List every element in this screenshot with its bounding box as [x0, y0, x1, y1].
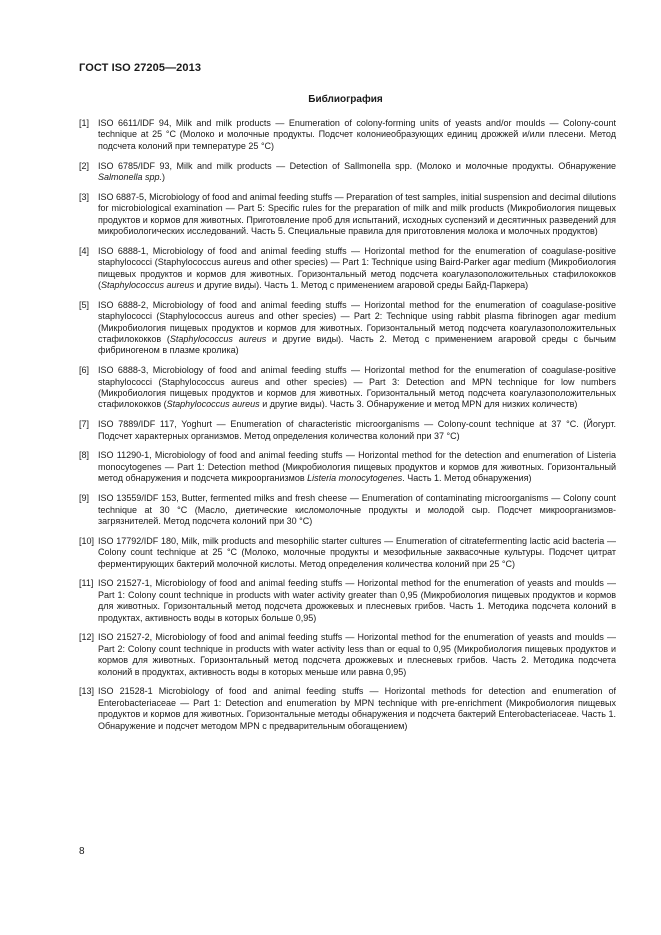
reference-number: [3] [79, 191, 90, 202]
reference-text [98, 300, 616, 357]
page-number: 8 [79, 846, 85, 857]
reference-item [79, 419, 616, 442]
reference-text [98, 419, 616, 442]
heading-text: Библиография [308, 94, 383, 105]
reference-text [98, 536, 616, 570]
reference-number: [7] [79, 419, 90, 430]
reference-text-segment: ISO 6888-3, Microbiology of food and animal feeding stuffs — Horizontal method for the enumeration of coagulase-positive staphylococci (Staphylococcus aureus and other species) — Part 3: Detection and MPN technique for low numbers (Микробиология пищевых продуктов и кормов для животных. Горизонтальный метод подсчета коагулазоположительных стафилококков ( [98, 365, 616, 410]
reference-number: [6] [79, 365, 90, 376]
reference-text-segment: и другие виды). Часть 2. Метод с применением агаровой среды с бычьим фибриногеном в плазме кролика) [98, 334, 616, 356]
reference-number: [12] [79, 632, 95, 643]
reference-number: [2] [79, 160, 90, 171]
reference-text-italic: Staphylococcus aureus [101, 280, 195, 291]
reference-item [79, 246, 616, 292]
reference-text-segment: ISO 21527-2, Microbiology of food and animal feeding stuffs — Horizontal method for the enumeration of yeasts and moulds — Part 2: Colony count technique in products with water activity less than or equal to 0,95 (Микробиология пищевых продуктов и кормов для животных. Горизонтальный метод подсчета дрожжевых и плесневых грибов. Часть 2. Методика подсчета колоний в продуктах, активность воды в которых меньше или равна 0,95) [98, 632, 616, 677]
reference-text [98, 493, 616, 527]
reference-text-segment: ISO 21528-1 Microbiology of food and animal feeding stuffs — Horizontal methods for detection and enumeration of Enterobacteriaceae — Part 1: Detection and enumeration by MPN technique with pre-enrichment (Микробиология пищевых продуктов и кормов для животных. Горизонтальные методы обнаружения и подсчета бактерий Enterobacteriaceae. Часть 1. Обнаружение и подсчет методом MPN с предварительным обогащением) [98, 686, 616, 731]
reference-text [98, 161, 616, 184]
reference-item [79, 450, 616, 484]
reference-text [98, 632, 616, 678]
reference-text-segment: ISO 11290-1, Microbiology of food and animal feeding stuffs — Horizontal method for the detection and enumeration of Listeria monocytogenes — Part 1: Detection method (Микробиология пищевых продуктов и кормов для животных. Горизонтальный метод обнаружения и подсчета микроорганизмов [98, 450, 616, 484]
reference-text-segment: ISO 7889/IDF 117, Yoghurt — Enumeration of characteristic microorganisms — Colony-count technique at 37 °C. (Йогурт. Подсчет характерных организмов. Метод определения количества колоний при 37 °C) [98, 419, 616, 441]
reference-text-segment: ISO 13559/IDF 153, Butter, fermented milks and fresh cheese — Enumeration of contaminating microorganisms — Colony count technique at 30 °C (Масло, диетические кисломолочные продукты и молодой сыр. Подсчет микроорганизмов-загрязнителей. Метод подсчета колоний при 30 °C) [98, 493, 616, 526]
reference-text [98, 192, 616, 238]
reference-item [79, 536, 616, 570]
reference-number: [9] [79, 493, 90, 504]
bibliography-heading [0, 94, 661, 105]
reference-text-italic: Listeria monocytogenes [307, 473, 403, 484]
reference-text [98, 246, 616, 292]
reference-text [98, 686, 616, 732]
reference-item [79, 493, 616, 527]
reference-text-segment: и другие виды). Часть 1. Метод с применением агаровой среды Байд-Паркера) [194, 280, 529, 291]
reference-text-segment: . Часть 1. Метод обнаружения) [402, 473, 532, 484]
reference-item [79, 192, 616, 238]
reference-text-italic: Staphylococcus aureus [169, 334, 267, 345]
reference-item [79, 365, 616, 411]
reference-text [98, 118, 616, 152]
reference-item [79, 686, 616, 732]
reference-number: [10] [79, 535, 95, 546]
reference-number: [4] [79, 245, 90, 256]
reference-text-segment: ISO 6785/IDF 93, Milk and milk products — Detection of Sallmonella spp. (Молоко и молочные продукты. Обнаружение [98, 160, 616, 171]
reference-text-segment: ISO 17792/IDF 180, Milk, milk products and mesophilic starter cultures — Enumeration of citratefermenting lactic acid bacteria — Colony count technique at 25 °C (Молоко, молочные продукты и мезофильные заквасочные культуры. Подсчет цитрат ферментирующих бактерий молочной кислоты. Метод определения количества колоний при 25 °C) [98, 535, 616, 569]
reference-text-segment: ISO 6888-2, Microbiology of food and animal feeding stuffs — Horizontal method for the enumeration of coagulase-positive staphylococci (Staphylococcus aureus and other species) — Part 2: Technique using rabbit plasma fibrinogen agar medium (Микробиология пищевых продуктов и кормов для животных. Горизонтальный метод подсчета коагулазоположительных стафилококков ( [98, 299, 616, 345]
reference-text-segment: ISO 6611/IDF 94, Milk and milk products — Enumeration of colony-forming units of yeasts and/or moulds — Colony-count technique at 25 °C (Молоко и молочные продукты. Подсчет колониеобразующих единиц дрожжей и/или плесени. Метод подсчета колоний при температуре 25 °C) [98, 118, 616, 151]
reference-text-segment: ISO 6887-5, Microbiology of food and animal feeding stuffs — Preparation of test samples, initial suspension and decimal dilutions for microbiological examination — Part 5: Specific rules for the preparation of milk and milk products (Микробиология пищевых продуктов и кормов для животных. Приготовление проб для испытаний, исходных суспензий и десятичных разведений для микробиологических исследований. Часть 5. Специальные правила для приготовления молока и молочных продуктов) [98, 191, 616, 237]
reference-number: [8] [79, 450, 90, 461]
reference-number: [1] [79, 118, 90, 128]
reference-item [79, 161, 616, 184]
reference-text-segment: ISO 21527-1, Microbiology of food and animal feeding stuffs — Horizontal method for the enumeration of yeasts and moulds — Part 1: Colony count technique in products with water activity greater than 0,95 (Микробиология пищевых продуктов и кормов для животных. Горизонтальный метод подсчета дрожжевых и плесневых грибов. Часть 1. Методика подсчета колоний в продуктах, активность воды в которых больше 0,95) [98, 578, 616, 623]
reference-item [79, 118, 616, 152]
reference-text [98, 450, 616, 484]
reference-item [79, 578, 616, 624]
reference-text-italic: Salmonella spp. [98, 172, 163, 183]
reference-text-segment: ) [162, 172, 166, 183]
reference-text [98, 365, 616, 411]
standard-designation: ГОСТ ISO 27205—2013 [79, 62, 202, 74]
reference-number: [11] [79, 578, 94, 589]
reference-number: [13] [79, 686, 95, 697]
reference-item [79, 632, 616, 678]
reference-text-segment: и другие виды). Часть 3. Обнаружение и метод MPN для низких количеств) [259, 399, 578, 410]
reference-number: [5] [79, 299, 90, 310]
reference-text-italic: Staphylococcus aureus [166, 399, 260, 410]
reference-item [79, 300, 616, 357]
reference-text-segment: ISO 6888-1, Microbiology of food and animal feeding stuffs — Horizontal method for the enumeration of coagulase-positive staphylococci (Staphylococcus aureus and other species) — Part 1: Technique using Baird-Parker agar medium (Микробиология пищевых продуктов и кормов для животных. Горизонтальный метод подсчета коагулазоположительных стафилококков ( [98, 245, 616, 291]
reference-list [79, 118, 616, 740]
reference-text [98, 578, 616, 624]
